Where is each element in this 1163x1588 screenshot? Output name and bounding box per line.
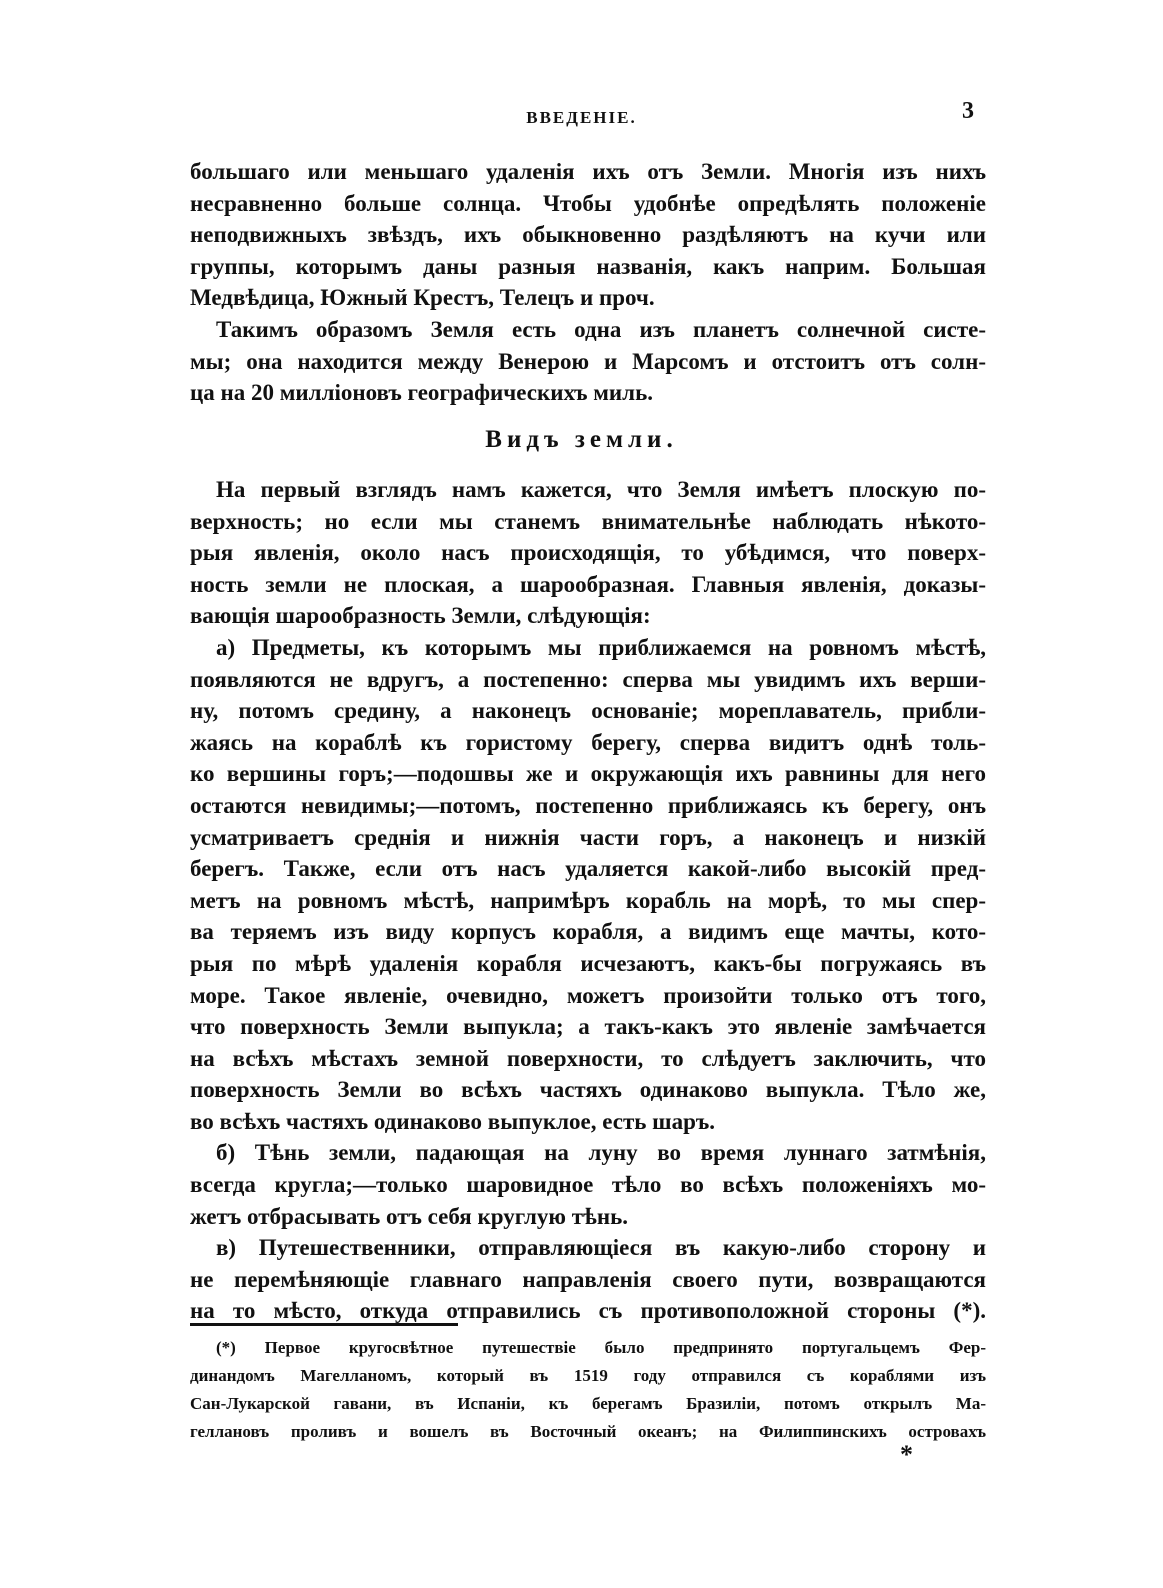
footnote-line: динандомъ Магелланомъ, который въ 1519 году отправился съ кораблями изъ bbox=[190, 1366, 986, 1385]
text-line: мы; она находится между Венерою и Марсомъ и отстоитъ отъ солн- bbox=[190, 348, 986, 374]
footnote-line: Сан-Лукарской гавани, въ Испаніи, къ берегамъ Бразиліи, потомъ открылъ Ма- bbox=[190, 1394, 986, 1413]
text-line: на всѣхъ мѣстахъ земной поверхности, то слѣдуетъ заключить, что bbox=[190, 1045, 986, 1071]
text-line: во всѣхъ частяхъ одинаково выпуклое, есть шаръ. bbox=[190, 1108, 716, 1134]
text-line: поверхность Земли во всѣхъ частяхъ одинаково выпукла. Тѣло же, bbox=[190, 1077, 986, 1103]
text-line: жаясь на кораблѣ къ гористому берегу, сперва видитъ однѣ толь- bbox=[190, 729, 986, 755]
text-line: остаются невидимы;—потомъ, постепенно приближаясь къ берегу, онъ bbox=[190, 792, 986, 818]
text-line: берегъ. Также, если отъ насъ удаляется какой-либо высокій пред- bbox=[190, 856, 986, 882]
section-body bbox=[190, 474, 986, 1327]
text-line: верхность; но если мы станемъ внимательнѣе наблюдать нѣкото- bbox=[190, 508, 986, 534]
text-line: ко вершины горъ;—подошвы же и окружающія ихъ равнины для него bbox=[190, 761, 986, 787]
text-line: несравненно больше солнца. Чтобы удобнѣе опредѣлять положеніе bbox=[190, 190, 986, 216]
intro-paragraphs bbox=[190, 156, 986, 409]
text-line: в) Путешественники, отправляющіеся въ какую-либо сторону и bbox=[216, 1235, 986, 1261]
text-line: метъ на ровномъ мѣстѣ, напримѣръ корабль на морѣ, то мы спер- bbox=[190, 887, 986, 913]
footnote bbox=[190, 1334, 986, 1446]
text-line: всегда кругла;—только шаровидное тѣло во всѣхъ положеніяхъ мо- bbox=[190, 1172, 986, 1198]
section-heading: Видъ земли. bbox=[485, 426, 678, 453]
footnote-line: (*) Первое кругосвѣтное путешествіе было предпринято португальцемъ Фер- bbox=[216, 1338, 986, 1357]
text-line: море. Такое явленіе, очевидно, можетъ произойти только отъ того, bbox=[190, 982, 986, 1008]
text-line: а) Предметы, къ которымъ мы приближаемся на ровномъ мѣстѣ, bbox=[216, 634, 986, 660]
text-line: что поверхность Земли выпукла; а такъ-какъ это явленіе замѣчается bbox=[190, 1014, 986, 1040]
text-line: На первый взглядъ намъ кажется, что Земля имѣетъ плоскую по- bbox=[216, 477, 986, 502]
text-line: не перемѣняющіе главнаго направленія своего пути, возвращаются bbox=[190, 1266, 986, 1292]
text-line: большаго или меньшаго удаленія ихъ отъ Земли. Многія изъ нихъ bbox=[190, 159, 986, 184]
page-number: 3 bbox=[962, 98, 974, 124]
text-line: вающія шарообразность Земли, слѣдующія: bbox=[190, 603, 651, 629]
text-line: рыя явленія, около насъ происходящія, то убѣдимся, что поверх- bbox=[190, 540, 986, 566]
text-line: группы, которымъ даны разныя названія, какъ наприм. Большая bbox=[190, 253, 986, 279]
text-line: на то мѣсто, откуда отправились съ противоположной стороны (*). bbox=[190, 1298, 986, 1324]
text-line: появляются не вдругъ, а постепенно: сперва мы увидимъ ихъ верши- bbox=[190, 666, 986, 692]
signature-mark: * bbox=[900, 1440, 913, 1469]
text-line: усматриваетъ среднія и нижнія части горъ, а наконецъ и низкій bbox=[190, 824, 986, 850]
text-line: неподвижныхъ звѣздъ, ихъ обыкновенно раздѣляютъ на кучи или bbox=[190, 222, 986, 248]
text-line: ность земли не плоская, а шарообразная. Главныя явленія, доказы- bbox=[190, 571, 986, 597]
text-line: жетъ отбрасывать отъ себя круглую тѣнь. bbox=[190, 1203, 629, 1229]
text-line: ца на 20 милліоновъ географическихъ миль. bbox=[190, 380, 653, 406]
text-line: Медвѣдица, Южный Крестъ, Телецъ и проч. bbox=[190, 285, 655, 311]
footnote-line: геллановъ проливъ и вошелъ въ Восточный океанъ; на Филиппинскихъ островахъ bbox=[190, 1422, 986, 1441]
text-line: ну, потомъ средину, а наконецъ основаніе; мореплаватель, прибли- bbox=[190, 698, 986, 724]
text-line: б) Тѣнь земли, падающая на луну во время луннаго затмѣнія, bbox=[216, 1140, 986, 1166]
text-line: Такимъ образомъ Земля есть одна изъ планетъ солнечной систе- bbox=[216, 316, 986, 342]
running-head: ВВЕДЕНІЕ. bbox=[526, 108, 637, 127]
text-line: рыя по мѣрѣ удаленія корабля исчезаютъ, какъ-бы погружаясь въ bbox=[190, 950, 986, 976]
text-line: ва теряемъ изъ виду корпусъ корабля, а видимъ еще мачты, кото- bbox=[190, 919, 986, 945]
footnote-divider bbox=[190, 1323, 458, 1326]
